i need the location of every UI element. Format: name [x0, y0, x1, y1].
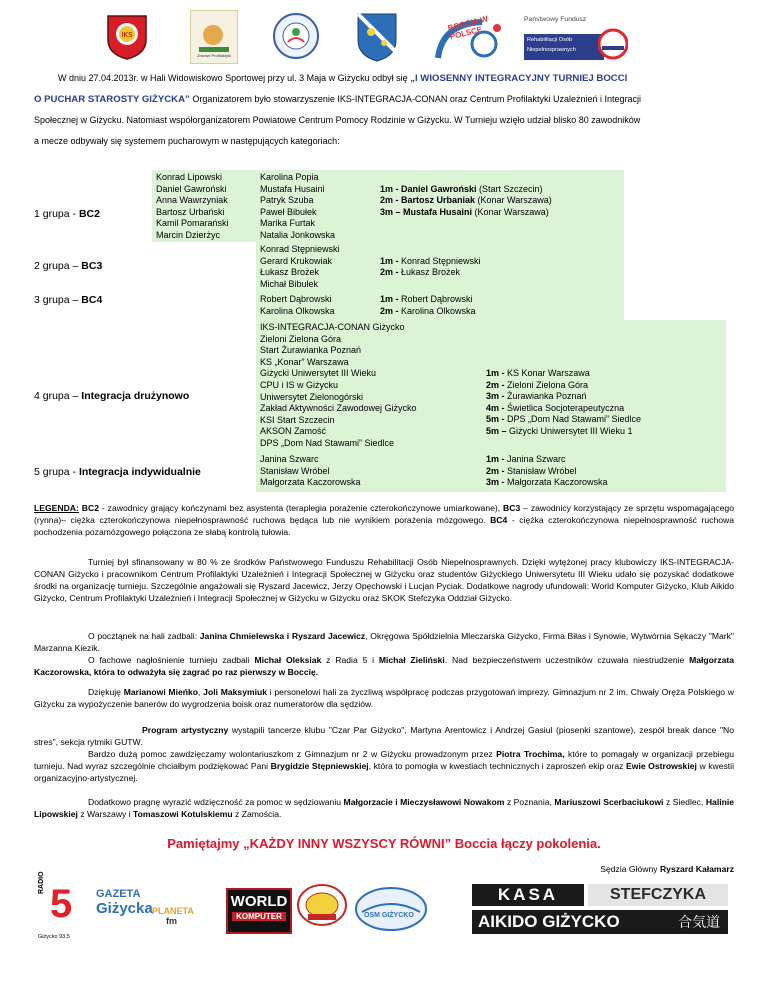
group-4-label: 4 grupa – Integracja drużynowo — [34, 390, 190, 402]
legend-paragraph: LEGENDA: BC2 - zawodnicy grający kończynami bez asystenta (teraplegia porażenie czterokończynowe umiarkowane), BC3 – zawodnicy korzystający ze sprzętu wspomagającego (rynna)– ciężka czterokończynowa niepełnosprawność ruchowa będąca lub nie wynikiem porażenia mózgowego. BC4 - ciężka czterokończynowa niepełnosprawność ruchowa pochodzenia pozamózgowego połączona ze słabą kontrolą tułowia. — [34, 503, 735, 537]
pfron-logo — [524, 14, 628, 64]
group-5-col2: Janina Szwarc Stanisław Wróbel Małgorzata Kaczorowska — [256, 452, 494, 492]
group-1-col2: Karolina Popia Mustafa Husaini Patryk Szuba Paweł Bibułek Marika Furtak Natalia Jonkowska — [256, 170, 376, 242]
intro-text-a: W dniu 27.04.2013r. w Hali Widowiskowo Sportowej przy ul. 3 Maja w Giżycku odbył się — [58, 73, 408, 83]
intro-text-c: Społecznej w Giżycku. Natomiast współorganizatorem Powiatowe Centrum Pomocy Rodzinie w Giżycku. W Turnieju wzięło udział blisko 80 zawodników — [34, 115, 641, 125]
tournament-title-a: „I WIOSENNY INTEGRACYJNY TURNIEJ BOCCI — [410, 73, 628, 84]
planeta-fm-logo: PLANETA fm — [152, 906, 194, 926]
group-3-col2: Robert Dąbrowski Karolina Olkowska — [256, 292, 376, 320]
group-1-label: 1 grupa - BC2 — [34, 208, 100, 220]
group-5-results: 1m - Janina Szwarc 2m - Stanisław Wróbel 3m - Małgorzata Kaczorowska — [482, 452, 726, 492]
group-4-col2: IKS-INTEGRACJA-CONAN Giżycko Zieloni Zielona Góra Start Żurawianka Poznań KS „Konar” Warszawa Giżycki Uniwersytet III Wieku CPU i IS w Giżycku Uniwersytet Zielonogórski Zakład Aktywności Zawodowej Giżycko KSI Start Szczecin AKSON Zamość DPS „Dom Nad Stawami” Siedlce — [256, 320, 494, 452]
hall-paragraph: O pocztąnek na hali zadbali: Janina Chmielewska i Ryszard Jacewicz, Okręgowa Spółdzielnia Mleczarska Giżycko, Firma Biłas i Synowie, Wytwórnia Sękaczy "Mark" Marzanna Kiezik. O fachowe nagłośnienie turnieju zadbali Michał Oleksiak z Radia 5 i Michał Zieliński. Nad bezpieczeństwem uczestników czuwała niestrudzenie Małgorzata Kaczorowska, która to odważyła się zagrać po raz pierwszy w Boccię. — [34, 631, 734, 677]
group-1-results: 1m - Daniel Gawroński (Start Szczecin) 2m - Bartosz Urbaniak (Konar Warszawa) 3m – Mustafa Husaini (Konar Warszawa) — [376, 170, 624, 242]
iks-logo — [104, 12, 150, 60]
intro-paragraph — [34, 68, 734, 152]
pfron-line3: Niepełnosprawnych — [527, 47, 576, 53]
referees-paragraph: Dodatkowo pragnę wyrazić wdzięczność za pomoc w sędziowaniu Małgorzacie i Mieczysławowi Nowakom z Poznania, Mariuszowi Scerbaciukowi z Siedlec, Halinie Lipowskiej z Warszawy i Tomaszowi Kotulskiemu z Zamościa. — [34, 797, 735, 819]
kasa-stefczyka-logo: KASA STEFCZYKA — [472, 884, 728, 906]
group-3-label: 3 grupa – BC4 — [34, 294, 103, 306]
group-1-col1: Konrad Lipowski Daniel Gawroński Anna Wawrzyniak Bartosz Urbański Kamil Pomarański Marcin Dzierżyc — [152, 170, 270, 242]
profilaktyka-text: Zdrowe Profilaktyki — [197, 53, 231, 58]
pcpr-logo — [272, 12, 320, 60]
club-badge-logo — [296, 882, 348, 928]
pfron-line1: Państwowy Fundusz — [524, 16, 587, 23]
radio5-logo: RADIO 5 Giżycko 93,5 — [38, 871, 73, 940]
signature: Sędzia Główny Ryszard Kałamarz — [600, 864, 734, 874]
boccia-w-polsce-logo — [432, 14, 512, 64]
gizycko-coat-of-arms — [356, 12, 398, 62]
thanks-paragraph: Dziękuję Marianowi Mieńko, Joli Maksymiuk i personelowi hali za życzliwą współpracę podczas przygotowań imprezy. Gimnazjum nr 2 im. Chwały Oręża Polskiego w Giżycku za wypożyczenie banerów do wygrodzenia boisk oraz numeratorów dla sędziów. — [34, 687, 735, 709]
intro-text-d: a mecze odbywały się systemem pucharowym w następujących kategoriach: — [34, 136, 340, 146]
intro-text-b: Organizatorem było stowarzyszenie IKS-INTEGRACJA-CONAN oraz Centrum Profilaktyki Uzależnień i Integracji — [192, 94, 641, 104]
aikido-gizycko-logo: AIKIDO GIŻYCKO 合気道 — [472, 910, 728, 934]
funding-paragraph: Turniej był sfinansowany w 80 % ze środków Państwowego Funduszu Rehabilitacji Osób Niepełnosprawnych. Dzięki wytężonej pracy klubowiczy IKS-INTEGRACJA-CONAN Giżycko i pracownikom Centrum Profilaktyki Uzależnień i Integracji Społecznej w Giżycku oraz studentów Giżyckiego Uniwersytetu III Wieku udało się pozyskać dodatkowe środki na organizację turnieju. Szczególnie angażowali się Ryszard Jacewicz, Jerzy Opęchowski i Lucjan Pyciak. Dodatkowe nagrody ufundowali: World Komputer Giżycko, Klub Aikido Giżycko, Centrum Profilaktyki Uzależnień i Integracji Społecznej w Giżycku w Giżycku oraz SKOK Stefczyka Oddział Giżycko. — [34, 557, 734, 603]
profilaktyka-logo — [190, 10, 238, 64]
group-3-results: 1m - Robert Dąbrowski 2m - Karolina Olkowska — [376, 292, 624, 320]
program-paragraph: Program artystyczny wystąpili tancerze klubu "Czar Par Giżycko", Martyna Arentowicz i Andrzej Gasiul (piosenki szantowe), zespół break dance "No stres", sekcja rytmiki GUTW. Bardzo dużą pomoc zawdzięczamy wolontariuszkom z Gimnazjum nr 2 w Giżycku prowadzonym przez Piotra Trochima, które to pomagały w organizacji przebiegu turnieju. Nad wyraz szczególnie chciałbym podziękować Pani Brygidzie Stępniewskiej, która to pomogła w kwestiach technicznych i zaproszeń ekip oraz Ewie Ostrowskiej w kwestii organizacyjno-artystycznej. — [34, 725, 734, 783]
world-komputer-logo: WORLD KOMPUTER — [226, 888, 292, 934]
group-2-results: 1m - Konrad Stępniewski 2m - Łukasz Brożek — [376, 242, 624, 292]
group-2-label: 2 grupa – BC3 — [34, 260, 103, 272]
group-2-col2: Konrad Stępniewski Gerard Krukowiak Łukasz Brożek Michał Bibułek — [256, 242, 376, 292]
group-4-results: 1m - KS Konar Warszawa 2m - Zieloni Zielona Góra 3m - Żurawianka Poznań 4m - Świetlica Socjoterapeutyczna 5m - DPS „Dom Nad Stawami” Siedlce 5m – Giżycki Uniwersytet III Wieku 1 — [482, 320, 726, 452]
osm-gizycko-logo: OSM GIŻYCKO — [354, 886, 428, 932]
group-5-label: 5 grupa - Integracja indywidualnie — [34, 466, 201, 478]
boccia-text: BOCCIA W POLSCE — [446, 14, 489, 42]
slogan: Pamiętajmy „KAŻDY INNY WSZYSCY RÓWNI” Boccia łączy pokolenia. — [167, 836, 601, 851]
svg-text:IKS: IKS — [121, 31, 133, 39]
tournament-title-b: O PUCHAR STAROSTY GIŻYCKA” — [34, 94, 190, 105]
gazeta-gizycka-logo: GAZETA Giżycka — [96, 888, 153, 917]
pfron-line2: Rehabilitacji Osób — [527, 37, 573, 43]
